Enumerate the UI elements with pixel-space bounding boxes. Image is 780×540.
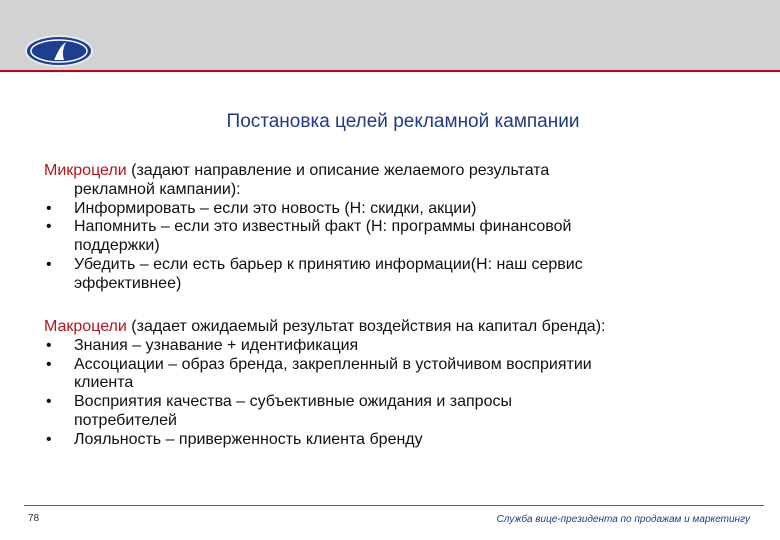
footer-divider xyxy=(24,505,764,506)
lada-logo-icon xyxy=(24,34,94,68)
macro-goals-heading xyxy=(44,318,605,337)
macro-goals-term: Макроцели xyxy=(44,318,127,335)
list-item: • Лояльность – приверженность клиента бренду xyxy=(44,431,605,450)
list-item: • Убедить – если есть барьер к принятию информации(Н: наш сервис эффективнее) xyxy=(44,256,583,294)
micro-goals-section xyxy=(44,162,583,294)
list-item: • Информировать – если это новость (Н: скидки, акции) xyxy=(44,200,583,219)
slide-title: Постановка целей рекламной кампании xyxy=(226,111,580,132)
header-bar xyxy=(0,0,780,70)
list-item: • Восприятия качества – субъективные ожидания и запросы потребителей xyxy=(44,393,605,431)
footer-department: Служба вице-президента по продажам и маркетингу xyxy=(496,514,750,525)
list-item: • Знания – узнавание + идентификация xyxy=(44,337,605,356)
list-item: • Напомнить – если это известный факт (Н: программы финансовой поддержки) xyxy=(44,218,583,256)
micro-goals-description-cont: рекламной кампании): xyxy=(74,180,241,198)
micro-goals-description: (задают направление и описание желаемого результата xyxy=(131,162,550,179)
macro-goals-description: (задает ожидаемый результат воздействия на капитал бренда): xyxy=(131,318,606,335)
macro-goals-section xyxy=(44,318,605,450)
list-item: • Ассоциации – образ бренда, закрепленный в устойчивом восприятии клиента xyxy=(44,356,605,394)
micro-goals-heading xyxy=(44,162,583,181)
header-divider xyxy=(0,70,780,72)
page-number: 78 xyxy=(28,513,40,524)
micro-goals-term: Микроцели xyxy=(44,162,127,179)
